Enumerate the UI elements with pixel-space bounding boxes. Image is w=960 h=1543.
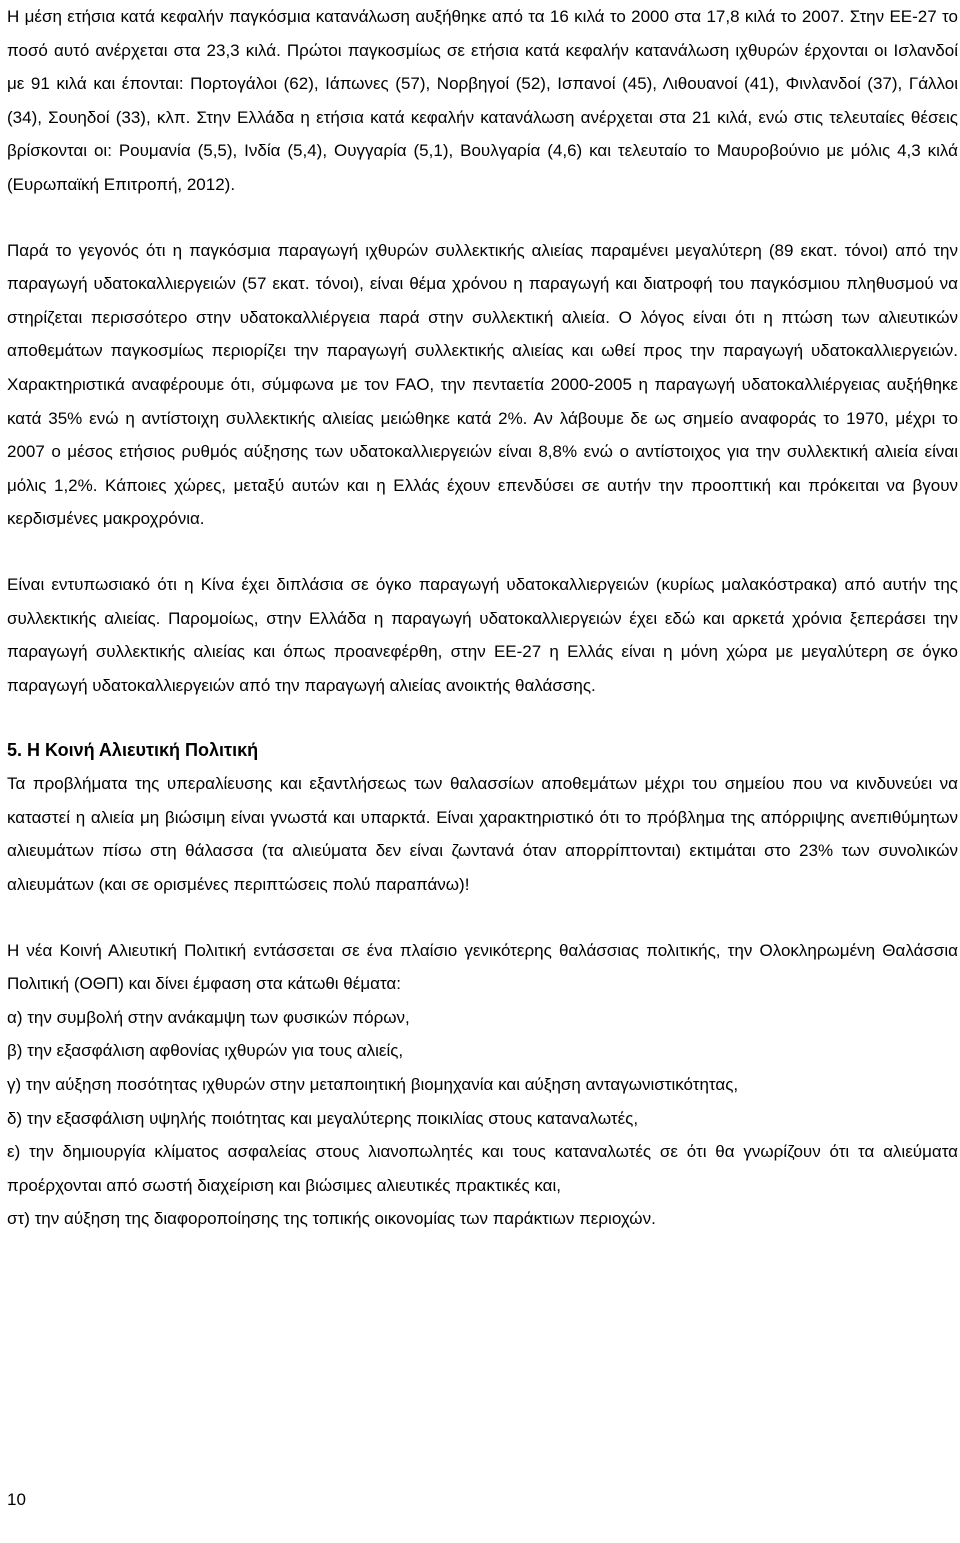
paragraph-fish-consumption: Η μέση ετήσια κατά κεφαλήν παγκόσμια κατανάλωση αυξήθηκε από τα 16 κιλά το 2000 στα 17,8 κιλά το 2007. Στην ΕΕ-27 το ποσό αυτό ανέρχεται στα 23,3 κιλά. Πρώτοι παγκοσμίως σε ετήσια κατά κεφαλήν κατανάλωση ιχθυρών έρχονται οι Ισλανδοί με 91 κιλά και έπονται: Πορτογάλοι (62), Ιάπωνες (57), Νορβηγοί (52), Ισπανοί (45), Λιθουανοί (41), Φινλανδοί (37), Γάλλοι (34), Σουηδοί (33), κλπ. Στην Ελλάδα η ετήσια κατά κεφαλήν κατανάλωση ανέρχεται στα 21 κιλά, ενώ στις τελευταίες θέσεις βρίσκονται οι: Ρουμανία (5,5), Ινδία (5,4), Ουγγαρία (5,1), Βουλγαρία (4,6) και τελευταίο το Μαυροβούνιο με μόλις 4,3 κιλά (Ευρωπαϊκή Επιτροπή, 2012). [7,7,958,194]
list-item: α) την συμβολή στην ανάκαμψη των φυσικών πόρων, [7,1007,410,1027]
cfp-goals-list [7,1001,958,1236]
paragraph-overfishing: Τα προβλήματα της υπεραλίευσης και εξαντλήσεως των θαλασσίων αποθεμάτων μέχρι του σημείου που να κινδυνεύει να καταστεί η αλιεία μη βιώσιμη είναι γνωστά και υπαρκτά. Είναι χαρακτηριστικό ότι το πρόβλημα της απόρριψης ανεπιθύμητων αλιευμάτων πίσω στη θάλασσα (τα αλιεύματα δεν είναι ζωντανά όταν απορρίπτονται) εκτιμάται στο 23% των συνολικών αλιευμάτων (και σε ορισμένες περιπτώσεις πολύ παραπάνω)! [7,774,958,895]
list-item: ε) την δημιουργία κλίματος ασφαλείας στους λιανοπωλητές και τους καταναλωτές σε ότι θα γνωρίζουν ότι τα αλιεύματα προέρχονται από σωστή διαχείριση και βιώσιμες αλιευτικές πρακτικές και, [7,1142,958,1195]
section-heading: 5. Η Κοινή Αλιευτική Πολιτική [7,740,259,761]
paragraph-china-greece-aquaculture: Είναι εντυπωσιακό ότι η Κίνα έχει διπλάσια σε όγκο παραγωγή υδατοκαλλιεργειών (κυρίως μαλακόστρακα) από αυτήν της συλλεκτικής αλιείας. Παρομοίως, στην Ελλάδα η παραγωγή υδατοκαλλιεργειών έχει εδώ και αρκετά χρόνια ξεπεράσει την παραγωγή συλλεκτικής αλιείας και όπως προανεφέρθη, στην ΕΕ-27 η Ελλάς είναι η μόνη χώρα με μεγαλύτερη σε όγκο παραγωγή υδατοκαλλιεργειών από την παραγωγή αλιείας ανοικτής θαλάσσης. [7,574,958,695]
list-item: β) την εξασφάλιση αφθονίας ιχθυρών για τους αλιείς, [7,1041,404,1061]
list-item: δ) την εξασφάλιση υψηλής ποιότητας και μεγαλύτερης ποικιλίας στους καταναλωτές, [7,1108,639,1128]
paragraph-aquaculture-vs-fishing: Παρά το γεγονός ότι η παγκόσμια παραγωγή ιχθυρών συλλεκτικής αλιείας παραμένει μεγαλύτερη (89 εκατ. τόνοι) από την παραγωγή υδατοκαλλιεργειών (57 εκατ. τόνοι), είναι θέμα χρόνου η παραγωγή και διατροφή του παγκόσμιου πληθυσμού να στηρίζεται περισσότερο στην υδατοκαλλιέργεια παρά στην συλλεκτική αλιεία. Ο λόγος είναι ότι η πτώση των αλιευτικών αποθεμάτων παγκοσμίως περιορίζει την παραγωγή συλλεκτικής αλιείας και ωθεί προς την παραγωγή υδατοκαλλιεργειών. Χαρακτηριστικά αναφέρουμε ότι, σύμφωνα με τον FAO, την πενταετία 2000-2005 η παραγωγή υδατοκαλλιέργειας αυξήθηκε κατά 35% ενώ η αντίστοιχη συλλεκτικής αλιείας μειώθηκε κατά 2%. Αν λάβουμε δε ως σημείο αναφοράς το 1970, μέχρι το 2007 ο μέσος ετήσιος ρυθμός αύξησης των υδατοκαλλιεργειών είναι 8,8% ενώ ο αντίστοιχος για την συλλεκτική αλιεία είναι μόλις 1,2%. Κάποιες χώρες, μεταξύ αυτών και η Ελλάς έχουν επενδύσει σε αυτήν την προοπτική και πρόκειται να βγουν κερδισμένες μακροχρόνια. [7,240,958,529]
list-item: γ) την αύξηση ποσότητας ιχθυρών στην μεταποιητική βιομηχανία και αύξηση ανταγωνιστικότητας, [7,1075,739,1095]
page-number: 10 [7,1490,26,1509]
paragraph-new-cfp: Η νέα Κοινή Αλιευτική Πολιτική εντάσσεται σε ένα πλαίσιο γενικότερης θαλάσσιας πολιτικής, την Ολοκληρωμένη Θαλάσσια Πολιτική (ΟΘΠ) και δίνει έμφαση στα κάτωθι θέματα: [7,940,958,994]
list-item: στ) την αύξηση της διαφοροποίησης της τοπικής οικονομίας των παράκτιων περιοχών. [7,1209,656,1229]
document-page [7,0,958,1236]
